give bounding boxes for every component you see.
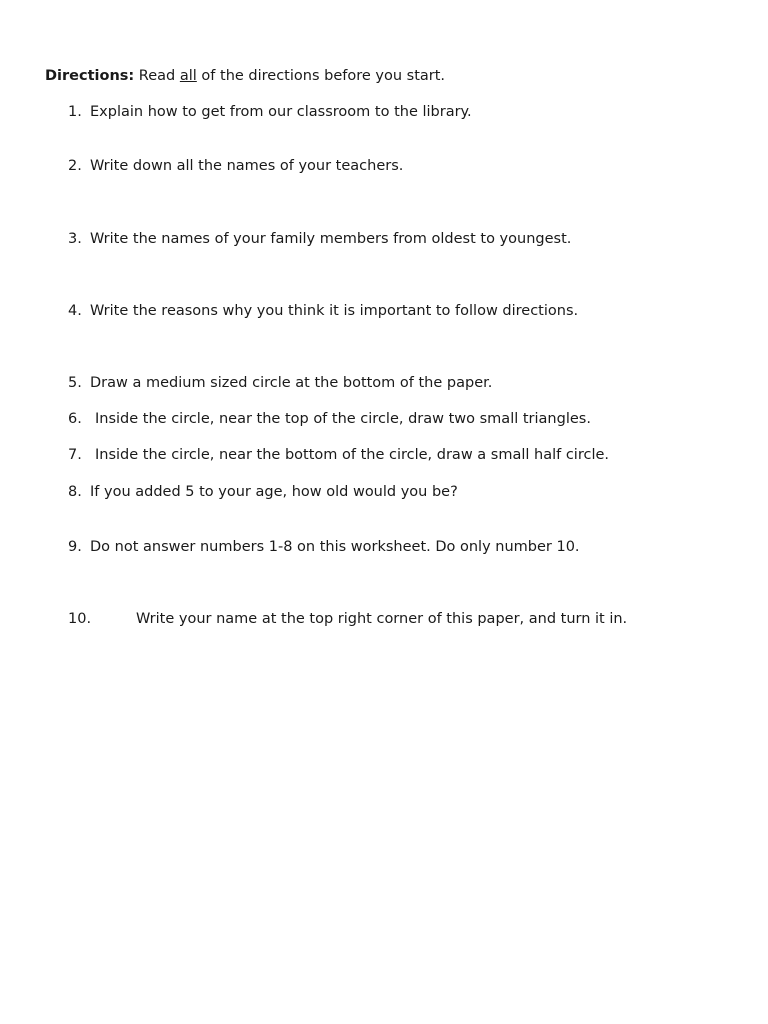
item-number: 9. xyxy=(68,539,82,555)
item-number: 4. xyxy=(68,303,82,319)
list-item-2 xyxy=(68,158,403,174)
item-text: Inside the circle, near the bottom of the circle, draw a small half circle. xyxy=(95,447,610,463)
directions-text-after: of the directions before you start. xyxy=(196,68,446,84)
list-item-6 xyxy=(68,411,591,427)
directions-text-before: Read xyxy=(134,68,180,84)
item-number: 10. xyxy=(68,611,92,627)
item-text: Explain how to get from our classroom to the library. xyxy=(90,104,472,120)
list-item-1 xyxy=(68,104,472,120)
item-text: Draw a medium sized circle at the bottom of the paper. xyxy=(90,375,493,391)
item-text: Write your name at the top right corner of this paper, and turn it in. xyxy=(136,611,628,627)
item-text: Inside the circle, near the top of the circle, draw two small triangles. xyxy=(95,411,591,427)
directions-label: Directions: xyxy=(45,68,135,84)
item-number: 3. xyxy=(68,231,82,247)
item-text: Write down all the names of your teachers. xyxy=(90,158,404,174)
directions-emphasis: all xyxy=(179,68,197,84)
item-number: 7. xyxy=(68,447,82,463)
item-text: Do not answer numbers 1-8 on this worksheet. Do only number 10. xyxy=(90,539,580,555)
item-number: 6. xyxy=(68,411,82,427)
item-text: Write the reasons why you think it is important to follow directions. xyxy=(90,303,579,319)
directions-line xyxy=(45,68,445,84)
list-item-5 xyxy=(68,375,492,391)
item-text: If you added 5 to your age, how old would you be? xyxy=(90,484,458,500)
item-number: 8. xyxy=(68,484,82,500)
item-number: 2. xyxy=(68,158,82,174)
item-text: Write the names of your family members from oldest to youngest. xyxy=(90,231,572,247)
list-item-7 xyxy=(68,447,609,463)
list-item-3 xyxy=(68,231,571,247)
item-number: 1. xyxy=(68,104,82,120)
list-item-10 xyxy=(68,611,627,627)
list-item-8 xyxy=(68,484,458,500)
list-item-9 xyxy=(68,539,580,555)
list-item-4 xyxy=(68,303,578,319)
item-number: 5. xyxy=(68,375,82,391)
